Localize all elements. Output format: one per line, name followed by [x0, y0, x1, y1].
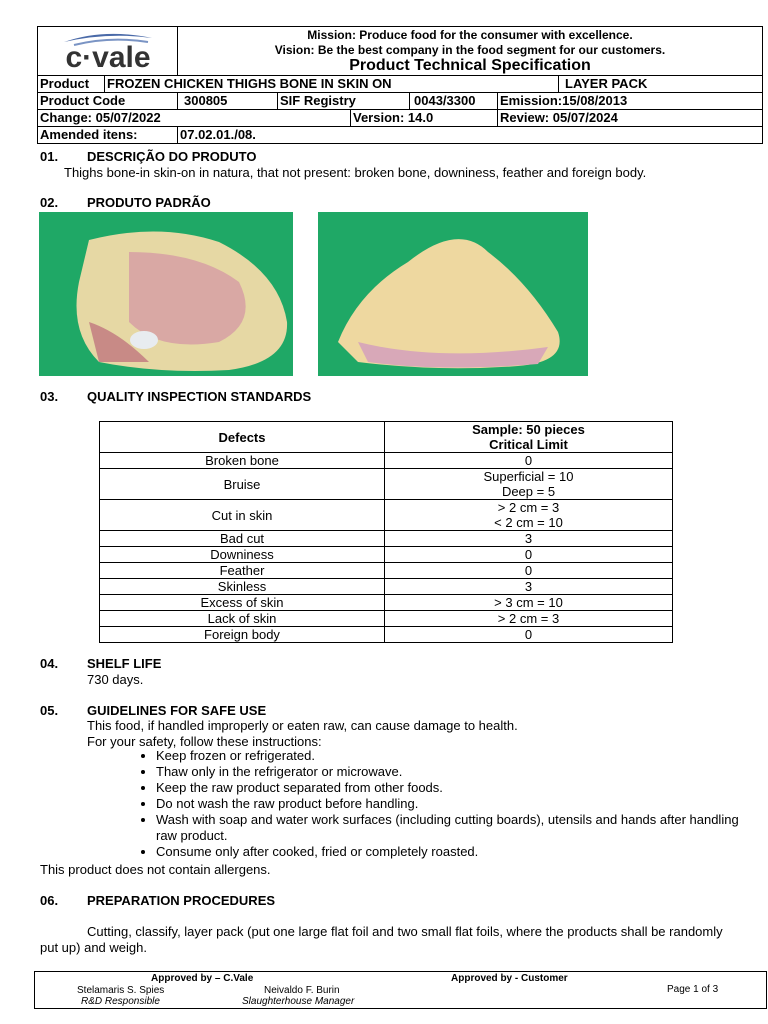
approver-role-2: Slaughterhouse Manager: [242, 996, 355, 1007]
mission-vision-block: [178, 27, 762, 75]
table-row: Feather 0: [100, 563, 673, 579]
product-row: [38, 76, 762, 93]
table-row: Bad cut 3: [100, 531, 673, 547]
approved-customer-label: Approved by - Customer: [451, 973, 568, 984]
list-item: • Thaw only in the refrigerator or microwave.: [156, 764, 746, 780]
mission-text: Mission: Produce food for the consumer with excellence.: [307, 28, 633, 42]
table-row: Lack of skin > 2 cm = 3: [100, 611, 673, 627]
section-heading-04: 04. SHELF LIFE: [40, 656, 162, 671]
change-date: Change: 05/07/2022: [38, 110, 351, 126]
guidelines-intro-1: This food, if handled improperly or eaten raw, can cause damage to health.: [87, 718, 518, 733]
code-row: [38, 93, 762, 110]
svg-text:c·vale: c·vale: [64, 41, 151, 72]
sif-label: SIF Registry: [278, 93, 410, 109]
document-title: Product Technical Specification: [349, 57, 591, 74]
shelf-life-value: 730 days.: [87, 672, 144, 687]
section-heading-02: 02. PRODUTO PADRÃO: [40, 195, 211, 210]
approver-name-2: Neivaldo F. Burin: [264, 985, 340, 996]
section-heading-06: 06. PREPARATION PROCEDURES: [40, 893, 276, 908]
code-label: Product Code: [38, 93, 178, 109]
table-row: Bruise Superficial = 10 Deep = 5: [100, 469, 673, 500]
amended-row: [38, 127, 762, 143]
table-header-row: [100, 422, 673, 453]
list-item: • Wash with soap and water work surfaces (including cutting boards), utensils and hands after handling raw product.: [156, 812, 746, 844]
pack-value: LAYER PACK: [565, 76, 648, 91]
review-date: Review: 05/07/2024: [500, 110, 618, 125]
defects-table: [99, 421, 673, 643]
code-value: 300805: [178, 93, 278, 109]
list-item: • Keep the raw product separated from other foods.: [156, 780, 746, 796]
table-row: Broken bone 0: [100, 453, 673, 469]
sif-value: 0043/3300: [410, 93, 498, 109]
document-header: [37, 26, 763, 144]
product-label: Product: [38, 76, 105, 92]
section-heading-01: 01. DESCRIÇÃO DO PRODUTO: [40, 149, 257, 164]
cvale-logo: [38, 27, 178, 75]
allergens-statement: This product does not contain allergens.: [40, 862, 271, 877]
table-row: Downiness 0: [100, 547, 673, 563]
table-row: Foreign body 0: [100, 627, 673, 643]
defects-header: Defects: [100, 422, 385, 453]
guidelines-intro-2: For your safety, follow these instructions:: [87, 734, 322, 749]
approved-cvale-label: Approved by – C.Vale: [151, 973, 254, 984]
list-item: • Do not wash the raw product before handling.: [156, 796, 746, 812]
page-number: Page 1 of 3: [667, 984, 719, 995]
critical-limit-header: Sample: 50 pieces Critical Limit: [385, 422, 673, 453]
table-row: Excess of skin > 3 cm = 10: [100, 595, 673, 611]
cvale-logo-mark: [44, 30, 172, 72]
list-item: • Consume only after cooked, fried or completely roasted.: [156, 844, 746, 860]
change-row: [38, 110, 762, 127]
emission-date: Emission:15/08/2013: [500, 93, 628, 108]
section-heading-05: 05. GUIDELINES FOR SAFE USE: [40, 703, 267, 718]
product-photo-skin-side: [318, 212, 588, 376]
product-value: FROZEN CHICKEN THIGHS BONE IN SKIN ON: [105, 76, 559, 92]
product-photo-bone-side: [39, 212, 293, 376]
version: Version: 14.0: [351, 110, 498, 126]
product-description: Thighs bone-in skin-on in natura, that not present: broken bone, downiness, feather and foreign body.: [64, 165, 647, 180]
preparation-text: Cutting, classify, layer pack (put one large flat foil and two small flat foils, where the products shall be randomly put up) and weigh.: [40, 924, 723, 955]
approver-name-1: Stelamaris S. Spies: [77, 985, 165, 996]
table-row: Cut in skin > 2 cm = 3 < 2 cm = 10: [100, 500, 673, 531]
table-row: Skinless 3: [100, 579, 673, 595]
approver-role-1: R&D Responsible: [81, 996, 160, 1007]
list-item: • Keep frozen or refrigerated.: [156, 748, 746, 764]
section-heading-03: 03. QUALITY INSPECTION STANDARDS: [40, 389, 312, 404]
amended-value: 07.02.01./08.: [180, 127, 256, 142]
vision-text: Vision: Be the best company in the food segment for our customers.: [274, 43, 666, 57]
approval-footer: [34, 971, 767, 1009]
guidelines-list: [130, 748, 746, 860]
amended-label: Amended itens:: [38, 127, 178, 143]
